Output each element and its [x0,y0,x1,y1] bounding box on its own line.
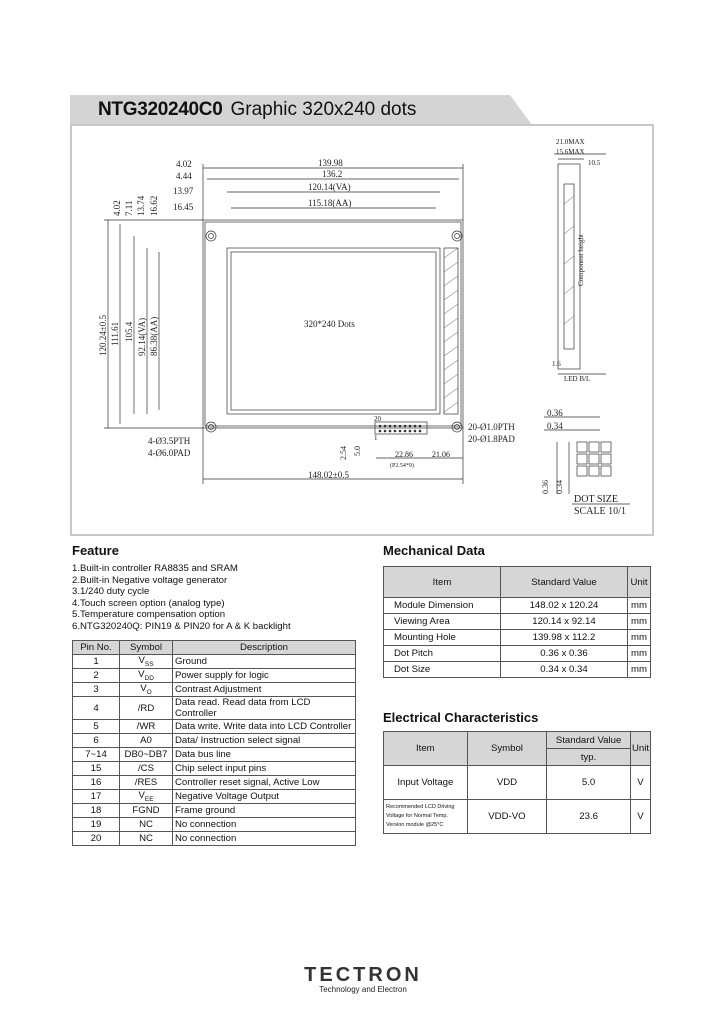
holes-label: 4-Ø3.5PTH [148,436,191,446]
mechanical-table [383,566,651,678]
table-row [73,762,356,776]
dim-text: 0.36 [541,480,550,494]
table-row [384,662,651,678]
feature-item: 5.Temperature compensation option [72,609,226,621]
holes-label: 4-Ø6.0PAD [148,448,191,458]
feature-item: 1.Built-in controller RA8835 and SRAM [72,563,238,574]
led-bl-label: LED B/L [564,375,591,383]
description-cell: Data write. Write data into LCD Controller [173,720,356,734]
dim-text: 120.24±0.5 [98,315,108,356]
dim-text: 7.11 [124,200,134,216]
dots-label: 320*240 Dots [304,319,355,329]
symbol-cell: /WR [120,720,173,734]
item-header: Item [384,732,468,766]
dim-text: 2.54 [339,446,348,460]
item-cell: Dot Pitch [384,646,501,662]
pin-cell: 18 [73,804,120,818]
typ-cell: 5.0 [547,766,631,800]
unit-cell: mm [628,630,651,646]
description-cell: Negative Voltage Output [173,790,356,804]
note-line: Recommended LCD Driving [386,804,455,810]
note-line: Version module @25°C [386,822,444,828]
typ-cell: 23.6 [547,800,631,834]
description-cell: Ground [173,655,356,669]
symbol-cell: VDD-VO [467,800,547,834]
table-row [73,697,356,720]
description-cell: Frame ground [173,804,356,818]
symbol-cell: VDD [467,766,547,800]
description-cell: Data/ Instruction select signal [173,734,356,748]
table-row [384,598,651,614]
table-row [384,630,651,646]
dim-text: 92.14(VA) [137,317,147,356]
pin-cell: 17 [73,790,120,804]
table-row [73,790,356,804]
table-row [73,748,356,762]
dim-text: 4.44 [176,171,192,181]
pin-number: 20 [374,415,381,423]
standard-value-header: Standard Value [547,732,631,749]
electrical-table [383,731,651,834]
unit-cell: mm [628,662,651,678]
symbol-cell: /RES [120,776,173,790]
table-row [384,614,651,630]
symbol-subscript: EE [144,795,154,803]
pin-cell: 2 [73,669,120,683]
brand-name: TECTRON [304,964,422,986]
dot-size-scale: SCALE 10/1 [574,506,626,517]
value-cell: 139.98 x 112.2 [501,630,628,646]
symbol-cell: $V_{DD}$ [120,669,173,683]
dim-text: 21.0MAX [556,138,585,146]
pins-label: 20-Ø1.8PAD [468,434,515,444]
dim-text: 139.98 [318,158,343,168]
dot-size-title: DOT SIZE [574,494,618,505]
table-row [73,683,356,697]
feature-item: 6.NTG320240Q: PIN19 & PIN20 for A & K backlight [72,620,291,632]
symbol-cell: FGND [120,804,173,818]
dim-text: 10.5 [588,159,601,167]
symbol-cell: /CS [120,762,173,776]
item-cell: Dot Size [384,662,501,678]
component-height-label: Component height [577,234,585,286]
dim-text: 105.4 [124,321,134,342]
table-row [73,655,356,669]
pin-cell: 4 [73,697,120,720]
dim-text: 4.02 [176,159,192,169]
symbol-subscript: DD [144,674,154,682]
unit-cell: mm [628,598,651,614]
feature-item: 4.Touch screen option (analog type) [72,597,225,609]
unit-cell: V [630,766,650,800]
item-header: Item [384,567,501,598]
technical-drawing [70,124,654,536]
dim-text: 86.38(AA) [149,316,159,356]
note-line: Voltage for Normal Temp. [386,813,448,819]
dim-text: (P2.54*9) [390,463,414,469]
dim-text: 16.62 [149,195,159,216]
pin-cell: 7~14 [73,748,120,762]
dim-text: 0.34 [547,421,563,431]
dim-text: 13.74 [136,195,146,216]
feature-list [72,563,362,633]
mount-hole [206,231,216,241]
pin-cell: 20 [73,832,120,846]
symbol-cell: $V_{SS}$ [120,655,173,669]
pin-number: 1 [374,434,378,442]
unit-header: Unit [630,732,650,766]
standard-value-header: Standard Value [501,567,628,598]
mechanical-title: Mechanical Data [383,543,485,558]
symbol-cell: NC [120,832,173,846]
dim-text: 5.0 [353,446,362,456]
dim-text: 0.36 [547,408,563,418]
item-cell: Mounting Hole [384,630,501,646]
mount-hole [452,422,462,432]
mount-hole [206,422,216,432]
pin-header: Pin No. [73,641,120,655]
viewing-area-outline [227,248,440,414]
dim-text: 120.14(VA) [308,182,351,192]
dim-text: 15.6MAX [556,148,585,156]
dim-text: 0.34 [555,480,564,494]
description-cell: No connection [173,832,356,846]
backlight-hatch [444,196,574,412]
mount-hole [452,231,462,241]
dim-text: 111.61 [110,321,120,346]
description-cell: Controller reset signal, Active Low [173,776,356,790]
description-cell: Power supply for logic [173,669,356,683]
feature-title: Feature [72,543,119,558]
table-row [73,804,356,818]
feature-item: 3.1/240 duty cycle [72,586,150,598]
dim-text: 148.02±0.5 [308,470,349,480]
dim-text: 16.45 [173,202,194,212]
symbol-header: Symbol [120,641,173,655]
item-cell: Module Dimension [384,598,501,614]
value-cell: 0.36 x 0.36 [501,646,628,662]
table-row [73,776,356,790]
connector-pins [379,425,422,433]
description-cell: Data bus line [173,748,356,762]
table-row [384,646,651,662]
symbol-cell: NC [120,818,173,832]
item-cell: Viewing Area [384,614,501,630]
value-cell: 148.02 x 120.24 [501,598,628,614]
unit-cell: mm [628,614,651,630]
dim-text: 115.18(AA) [308,198,352,208]
model-name: NTG320240C0 [98,99,223,120]
description-cell: Chip select input pins [173,762,356,776]
symbol-cell: DB0~DB7 [120,748,173,762]
value-cell: 0.34 x 0.34 [501,662,628,678]
symbol-cell: A0 [120,734,173,748]
table-row [73,720,356,734]
table-row [384,766,651,800]
description-header: Description [173,641,356,655]
dim-text: 22.86 [395,450,413,459]
pins-label: 20-Ø1.0PTH [468,422,515,432]
backlight-strip [444,248,458,414]
value-cell: 120.14 x 92.14 [501,614,628,630]
symbol-subscript: SS [144,660,154,668]
pin-cell: 15 [73,762,120,776]
feature-item: 2.Built-in Negative voltage generator [72,574,228,586]
unit-header: Unit [628,567,651,598]
dim-text: 21.06 [432,450,450,459]
description-cell: Data read. Read data from LCD Controller [173,697,356,720]
unit-cell: V [630,800,650,834]
dim-text: 4.02 [112,200,122,216]
brand-logo [296,965,430,994]
header-band [70,95,532,125]
symbol-subscript: O [146,688,152,696]
pin-cell: 1 [73,655,120,669]
description-cell: Contrast Adjustment [173,683,356,697]
dim-text: 136.2 [322,169,343,179]
table-row [73,832,356,846]
pin-cell: 5 [73,720,120,734]
page-title [98,99,416,121]
model-subtitle: Graphic 320x240 dots [230,99,417,120]
table-row [73,669,356,683]
typ-header: typ. [547,749,631,766]
dim-text: 1.6 [552,360,561,368]
symbol-cell: $V_{EE}$ [120,790,173,804]
table-row [384,800,651,834]
note-cell [384,800,468,834]
unit-cell: mm [628,646,651,662]
table-row [73,818,356,832]
brand-tagline: Technology and Electron [319,985,407,994]
pin-cell: 19 [73,818,120,832]
pin-cell: 16 [73,776,120,790]
table-row [73,734,356,748]
symbol-cell: $V_O$ [120,683,173,697]
dim-text: 13.97 [173,186,194,196]
pin-table [72,640,356,846]
active-area-outline [231,252,436,410]
pin-cell: 6 [73,734,120,748]
description-cell: No connection [173,818,356,832]
symbol-cell: /RD [120,697,173,720]
pin-cell: 3 [73,683,120,697]
symbol-header: Symbol [467,732,547,766]
item-cell: Input Voltage [384,766,468,800]
electrical-title: Electrical Characteristics [383,710,539,725]
